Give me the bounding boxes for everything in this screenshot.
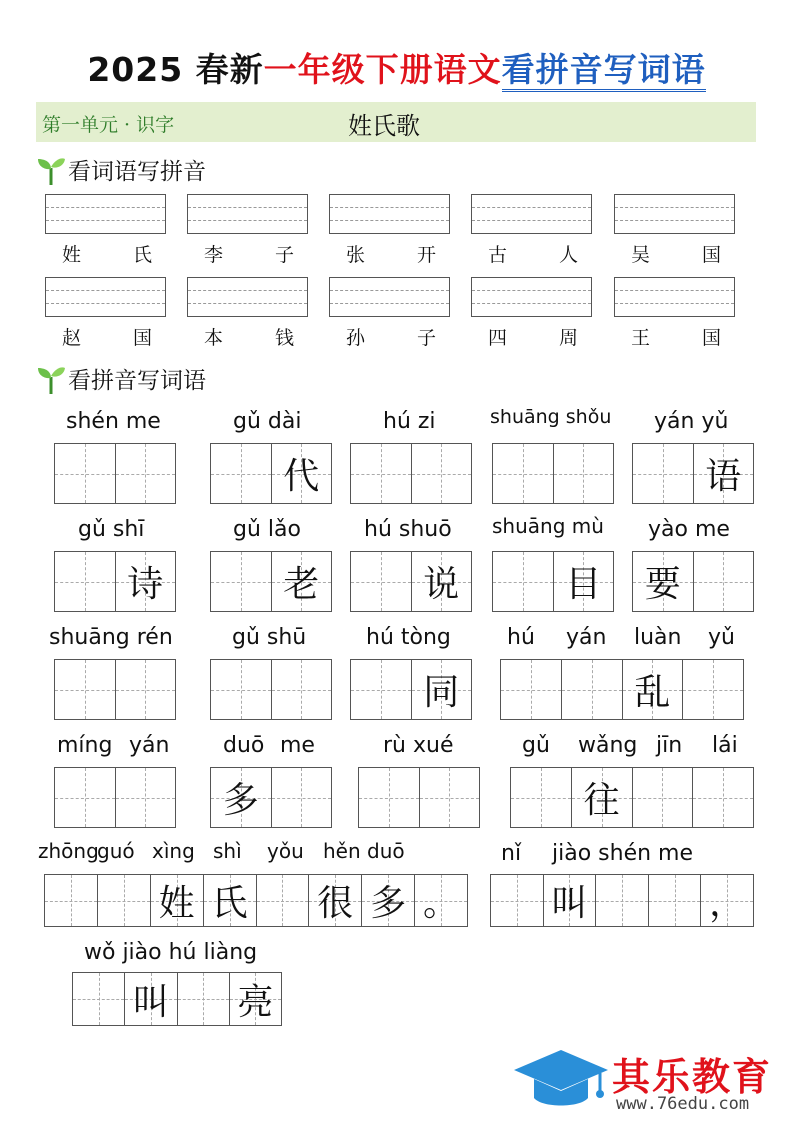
grid-cell[interactable]	[692, 768, 753, 827]
pinyin-label: nǐ	[501, 841, 522, 866]
word-pair: 张 开	[346, 244, 436, 266]
grid-cell[interactable]	[632, 768, 693, 827]
pinyin-box[interactable]	[471, 277, 592, 317]
given-char: 姓	[158, 883, 195, 924]
writing-grid[interactable]	[632, 551, 754, 612]
grid-cell[interactable]	[351, 552, 411, 611]
pinyin-box[interactable]	[329, 277, 450, 317]
grid-cell[interactable]	[419, 768, 480, 827]
pinyin-label: gǔ	[522, 733, 550, 758]
writing-grid[interactable]	[210, 767, 332, 828]
given-char: 叫	[132, 981, 169, 1023]
word-pair: 李 子	[204, 244, 294, 266]
grid-cell[interactable]	[55, 768, 115, 827]
writing-grid[interactable]	[350, 551, 472, 612]
grid-cell[interactable]	[693, 444, 754, 503]
writing-grid[interactable]	[492, 443, 614, 504]
pinyin-label: gǔ lǎo	[233, 517, 301, 542]
grid-cell[interactable]	[633, 552, 693, 611]
pinyin-box[interactable]	[329, 194, 450, 234]
given-char: 要	[644, 564, 681, 605]
grid-cell[interactable]	[595, 875, 648, 926]
pinyin-label: wǒ jiào hú liàng	[84, 940, 258, 965]
pinyin-label: yán yǔ	[654, 409, 729, 434]
logo-name: 其乐教育	[612, 1055, 773, 1099]
grid-cell[interactable]	[351, 660, 411, 719]
given-char: 乱	[634, 672, 671, 713]
pinyin-label: míng	[57, 733, 113, 758]
sprout-icon	[36, 154, 66, 186]
writing-grid[interactable]	[632, 443, 754, 504]
pinyin-box[interactable]	[614, 277, 735, 317]
pinyin-label: luàn	[634, 625, 682, 650]
pinyin-label: me	[280, 733, 315, 758]
grid-cell[interactable]	[115, 660, 176, 719]
pinyin-label: rù xué	[383, 733, 454, 758]
punctuation: ，	[709, 883, 746, 924]
pinyin-label: yán	[566, 625, 607, 650]
grid-cell[interactable]	[115, 444, 176, 503]
logo-url: www.76edu.com	[616, 1094, 750, 1114]
page-title	[0, 44, 793, 91]
grid-cell[interactable]	[693, 552, 754, 611]
writing-grid[interactable]	[492, 551, 614, 612]
pinyin-label: yán	[129, 733, 170, 758]
grid-cell[interactable]	[501, 660, 561, 719]
grid-cell[interactable]	[55, 444, 115, 503]
writing-grid[interactable]	[350, 659, 472, 720]
pinyin-label: lái	[712, 733, 738, 758]
writing-grid[interactable]	[490, 874, 754, 927]
word-pair: 四 周	[488, 327, 578, 349]
pinyin-label: shuāng mù	[492, 514, 604, 538]
grid-cell[interactable]	[45, 875, 97, 926]
grid-cell[interactable]	[97, 875, 150, 926]
grid-cell[interactable]	[124, 973, 176, 1025]
grid-cell[interactable]	[177, 973, 229, 1025]
writing-grid[interactable]	[54, 767, 176, 828]
writing-grid[interactable]	[54, 551, 176, 612]
pinyin-label: yào me	[648, 517, 730, 542]
pinyin-label: shì	[213, 839, 242, 863]
grid-cell[interactable]	[271, 660, 332, 719]
grid-cell[interactable]	[359, 768, 419, 827]
word-pair: 王 国	[631, 327, 721, 349]
grid-cell[interactable]	[543, 875, 596, 926]
writing-grid[interactable]	[500, 659, 744, 720]
word-pair: 吴 国	[631, 244, 721, 266]
grid-cell[interactable]	[553, 552, 614, 611]
unit-label: 第一单元 · 识字	[42, 114, 175, 136]
writing-grid[interactable]	[210, 443, 332, 504]
grid-cell[interactable]	[571, 768, 632, 827]
sprout-icon	[36, 363, 66, 395]
graduation-cap-icon	[512, 1046, 610, 1114]
grid-cell[interactable]	[411, 552, 472, 611]
given-char: 多	[222, 780, 259, 821]
given-char: 语	[705, 456, 742, 497]
pinyin-label: guó	[97, 839, 135, 863]
pinyin-box[interactable]	[45, 194, 166, 234]
given-char: 代	[283, 456, 320, 497]
pinyin-label: shén me	[66, 409, 161, 434]
pinyin-box[interactable]	[614, 194, 735, 234]
grid-cell[interactable]	[271, 444, 332, 503]
grid-cell[interactable]	[115, 552, 176, 611]
title-year: 2025	[87, 50, 184, 89]
pinyin-box[interactable]	[187, 194, 308, 234]
grid-cell[interactable]	[648, 875, 701, 926]
grid-cell[interactable]	[55, 660, 115, 719]
grid-cell[interactable]	[271, 552, 332, 611]
pinyin-label: xìng	[152, 839, 195, 863]
given-char: 同	[423, 672, 460, 713]
writing-grid[interactable]	[210, 551, 332, 612]
pinyin-label: yǔ	[708, 625, 735, 650]
given-char: 很	[317, 883, 354, 924]
title-part2: 一年级下册语文	[263, 50, 502, 89]
punctuation: 。	[423, 883, 460, 924]
grid-cell[interactable]	[411, 660, 472, 719]
grid-cell[interactable]	[211, 768, 271, 827]
pinyin-label: zhōng	[38, 839, 99, 863]
pinyin-label: wǎng	[578, 733, 638, 758]
grid-cell[interactable]	[411, 444, 472, 503]
grid-cell[interactable]	[361, 875, 414, 926]
pinyin-label: shuāng rén	[49, 625, 173, 650]
grid-cell[interactable]	[351, 444, 411, 503]
grid-cell[interactable]	[271, 768, 332, 827]
pinyin-box[interactable]	[471, 194, 592, 234]
pinyin-label: gǔ shū	[232, 625, 307, 650]
writing-grid[interactable]	[510, 767, 754, 828]
grid-cell[interactable]	[493, 444, 553, 503]
section1-heading	[36, 153, 206, 186]
pinyin-label: yǒu	[267, 839, 304, 863]
given-char: 叫	[551, 883, 588, 924]
given-char: 氏	[211, 883, 248, 924]
pinyin-label: hú shuō	[364, 517, 452, 542]
grid-cell[interactable]	[414, 875, 467, 926]
writing-grid[interactable]	[44, 874, 468, 927]
pinyin-label: hú tòng	[366, 625, 451, 650]
title-part3: 看拼音写词语	[502, 50, 706, 92]
grid-cell[interactable]	[511, 768, 571, 827]
grid-cell[interactable]	[211, 552, 271, 611]
pinyin-label: gǔ dài	[233, 409, 302, 434]
word-pair: 姓 氏	[62, 244, 152, 266]
pinyin-label: hú	[507, 625, 535, 650]
pinyin-box[interactable]	[187, 277, 308, 317]
grid-cell[interactable]	[491, 875, 543, 926]
writing-grid[interactable]	[54, 659, 176, 720]
section2-heading	[36, 362, 206, 395]
given-char: 多	[370, 883, 407, 924]
pinyin-box[interactable]	[45, 277, 166, 317]
writing-grid[interactable]	[72, 972, 282, 1026]
grid-cell[interactable]	[633, 444, 693, 503]
given-char: 目	[565, 564, 602, 605]
given-char: 往	[583, 780, 620, 821]
given-char: 老	[283, 564, 320, 605]
writing-grid[interactable]	[210, 659, 332, 720]
grid-cell[interactable]	[73, 973, 124, 1025]
grid-cell[interactable]	[203, 875, 256, 926]
pinyin-label: gǔ shī	[78, 517, 145, 542]
writing-grid[interactable]	[54, 443, 176, 504]
grid-cell[interactable]	[561, 660, 622, 719]
unit-bar	[36, 102, 756, 142]
writing-grid[interactable]	[358, 767, 480, 828]
pinyin-label: jīn	[656, 733, 683, 758]
word-pair: 古 人	[488, 244, 578, 266]
writing-grid[interactable]	[350, 443, 472, 504]
title-part1: 春新	[195, 50, 264, 89]
given-char: 亮	[237, 981, 274, 1023]
grid-cell[interactable]	[622, 660, 683, 719]
grid-cell[interactable]	[115, 768, 176, 827]
grid-cell[interactable]	[229, 973, 281, 1025]
pinyin-label: jiào shén me	[552, 841, 694, 866]
grid-cell[interactable]	[55, 552, 115, 611]
grid-cell[interactable]	[553, 444, 614, 503]
pinyin-label: duō	[223, 733, 265, 758]
pinyin-label: shuāng shǒu	[490, 406, 612, 428]
word-pair: 本 钱	[204, 327, 294, 349]
given-char: 诗	[127, 564, 164, 605]
grid-cell[interactable]	[682, 660, 743, 719]
grid-cell[interactable]	[211, 660, 271, 719]
given-char: 说	[423, 564, 460, 605]
grid-cell[interactable]	[150, 875, 203, 926]
word-pair: 赵 国	[62, 327, 152, 349]
grid-cell[interactable]	[211, 444, 271, 503]
pinyin-label: hěn duō	[323, 839, 405, 863]
grid-cell[interactable]	[700, 875, 753, 926]
grid-cell[interactable]	[493, 552, 553, 611]
section2-heading-text: 看拼音写词语	[68, 368, 206, 394]
section1-heading-text: 看词语写拼音	[68, 159, 206, 185]
pinyin-label: hú zi	[383, 409, 436, 434]
word-pair: 孙 子	[346, 327, 436, 349]
lesson-title: 姓氏歌	[348, 112, 420, 140]
grid-cell[interactable]	[308, 875, 361, 926]
grid-cell[interactable]	[256, 875, 309, 926]
